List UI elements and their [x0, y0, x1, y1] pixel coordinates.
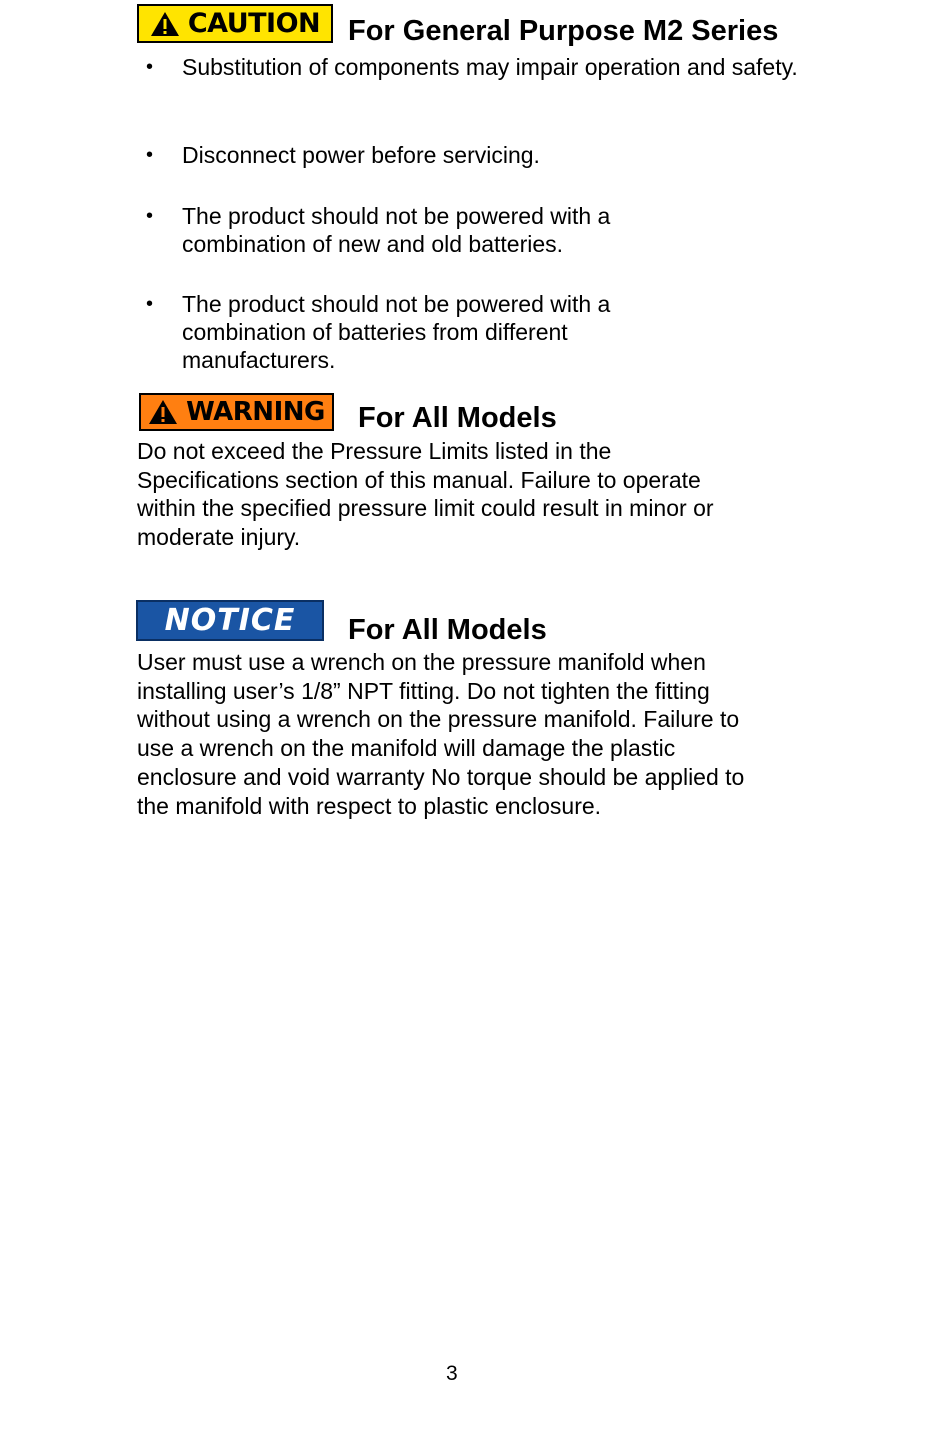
caution-badge	[137, 4, 333, 43]
notice-badge	[136, 600, 324, 641]
caution-heading: For General Purpose M2 Series	[348, 15, 779, 47]
bullet-symbol: •	[146, 205, 154, 227]
notice-body-line: installing user’s 1/8” NPT fitting. Do not tighten the fitting	[137, 677, 710, 704]
warning-triangle-icon	[148, 399, 178, 425]
warning-body-line: moderate injury.	[137, 524, 301, 551]
bullet-symbol: •	[146, 293, 154, 315]
notice-body-line: User must use a wrench on the pressure manifold when	[137, 649, 706, 675]
warning-badge-label: WARNING	[186, 397, 325, 427]
warning-body	[137, 437, 714, 552]
warning-triangle-icon	[150, 11, 180, 37]
warning-body-line: within the specified pressure limit could result in minor or	[137, 495, 714, 522]
notice-body-line: without using a wrench on the pressure manifold. Failure to	[137, 706, 740, 733]
notice-heading: For All Models	[348, 614, 547, 646]
bullet-text: Substitution of components may impair operation and safety.	[182, 54, 798, 80]
notice-body	[137, 648, 744, 820]
bullet-text: Disconnect power before servicing.	[182, 142, 540, 168]
notice-badge-label: NOTICE	[164, 603, 296, 638]
page-number: 3	[446, 1362, 458, 1385]
bullet-text: The product should not be powered with a combination of batteries from different manufacturers.	[182, 291, 611, 373]
bullet-symbol: •	[146, 56, 154, 78]
notice-body-line: enclosure and void warranty No torque should be applied to	[137, 763, 745, 790]
bullet-symbol: •	[146, 144, 154, 166]
warning-badge	[139, 393, 334, 431]
warning-body-line: Specifications section of this manual. Failure to operate	[137, 466, 701, 493]
warning-body-line: Do not exceed the Pressure Limits listed in the	[137, 438, 612, 464]
notice-body-line: the manifold with respect to plastic enclosure.	[137, 792, 602, 819]
bullet-text: The product should not be powered with a combination of new and old batteries.	[182, 203, 611, 257]
caution-badge-label: CAUTION	[187, 8, 321, 39]
notice-body-line: use a wrench on the manifold will damage the plastic	[137, 735, 676, 762]
warning-heading: For All Models	[358, 402, 557, 434]
